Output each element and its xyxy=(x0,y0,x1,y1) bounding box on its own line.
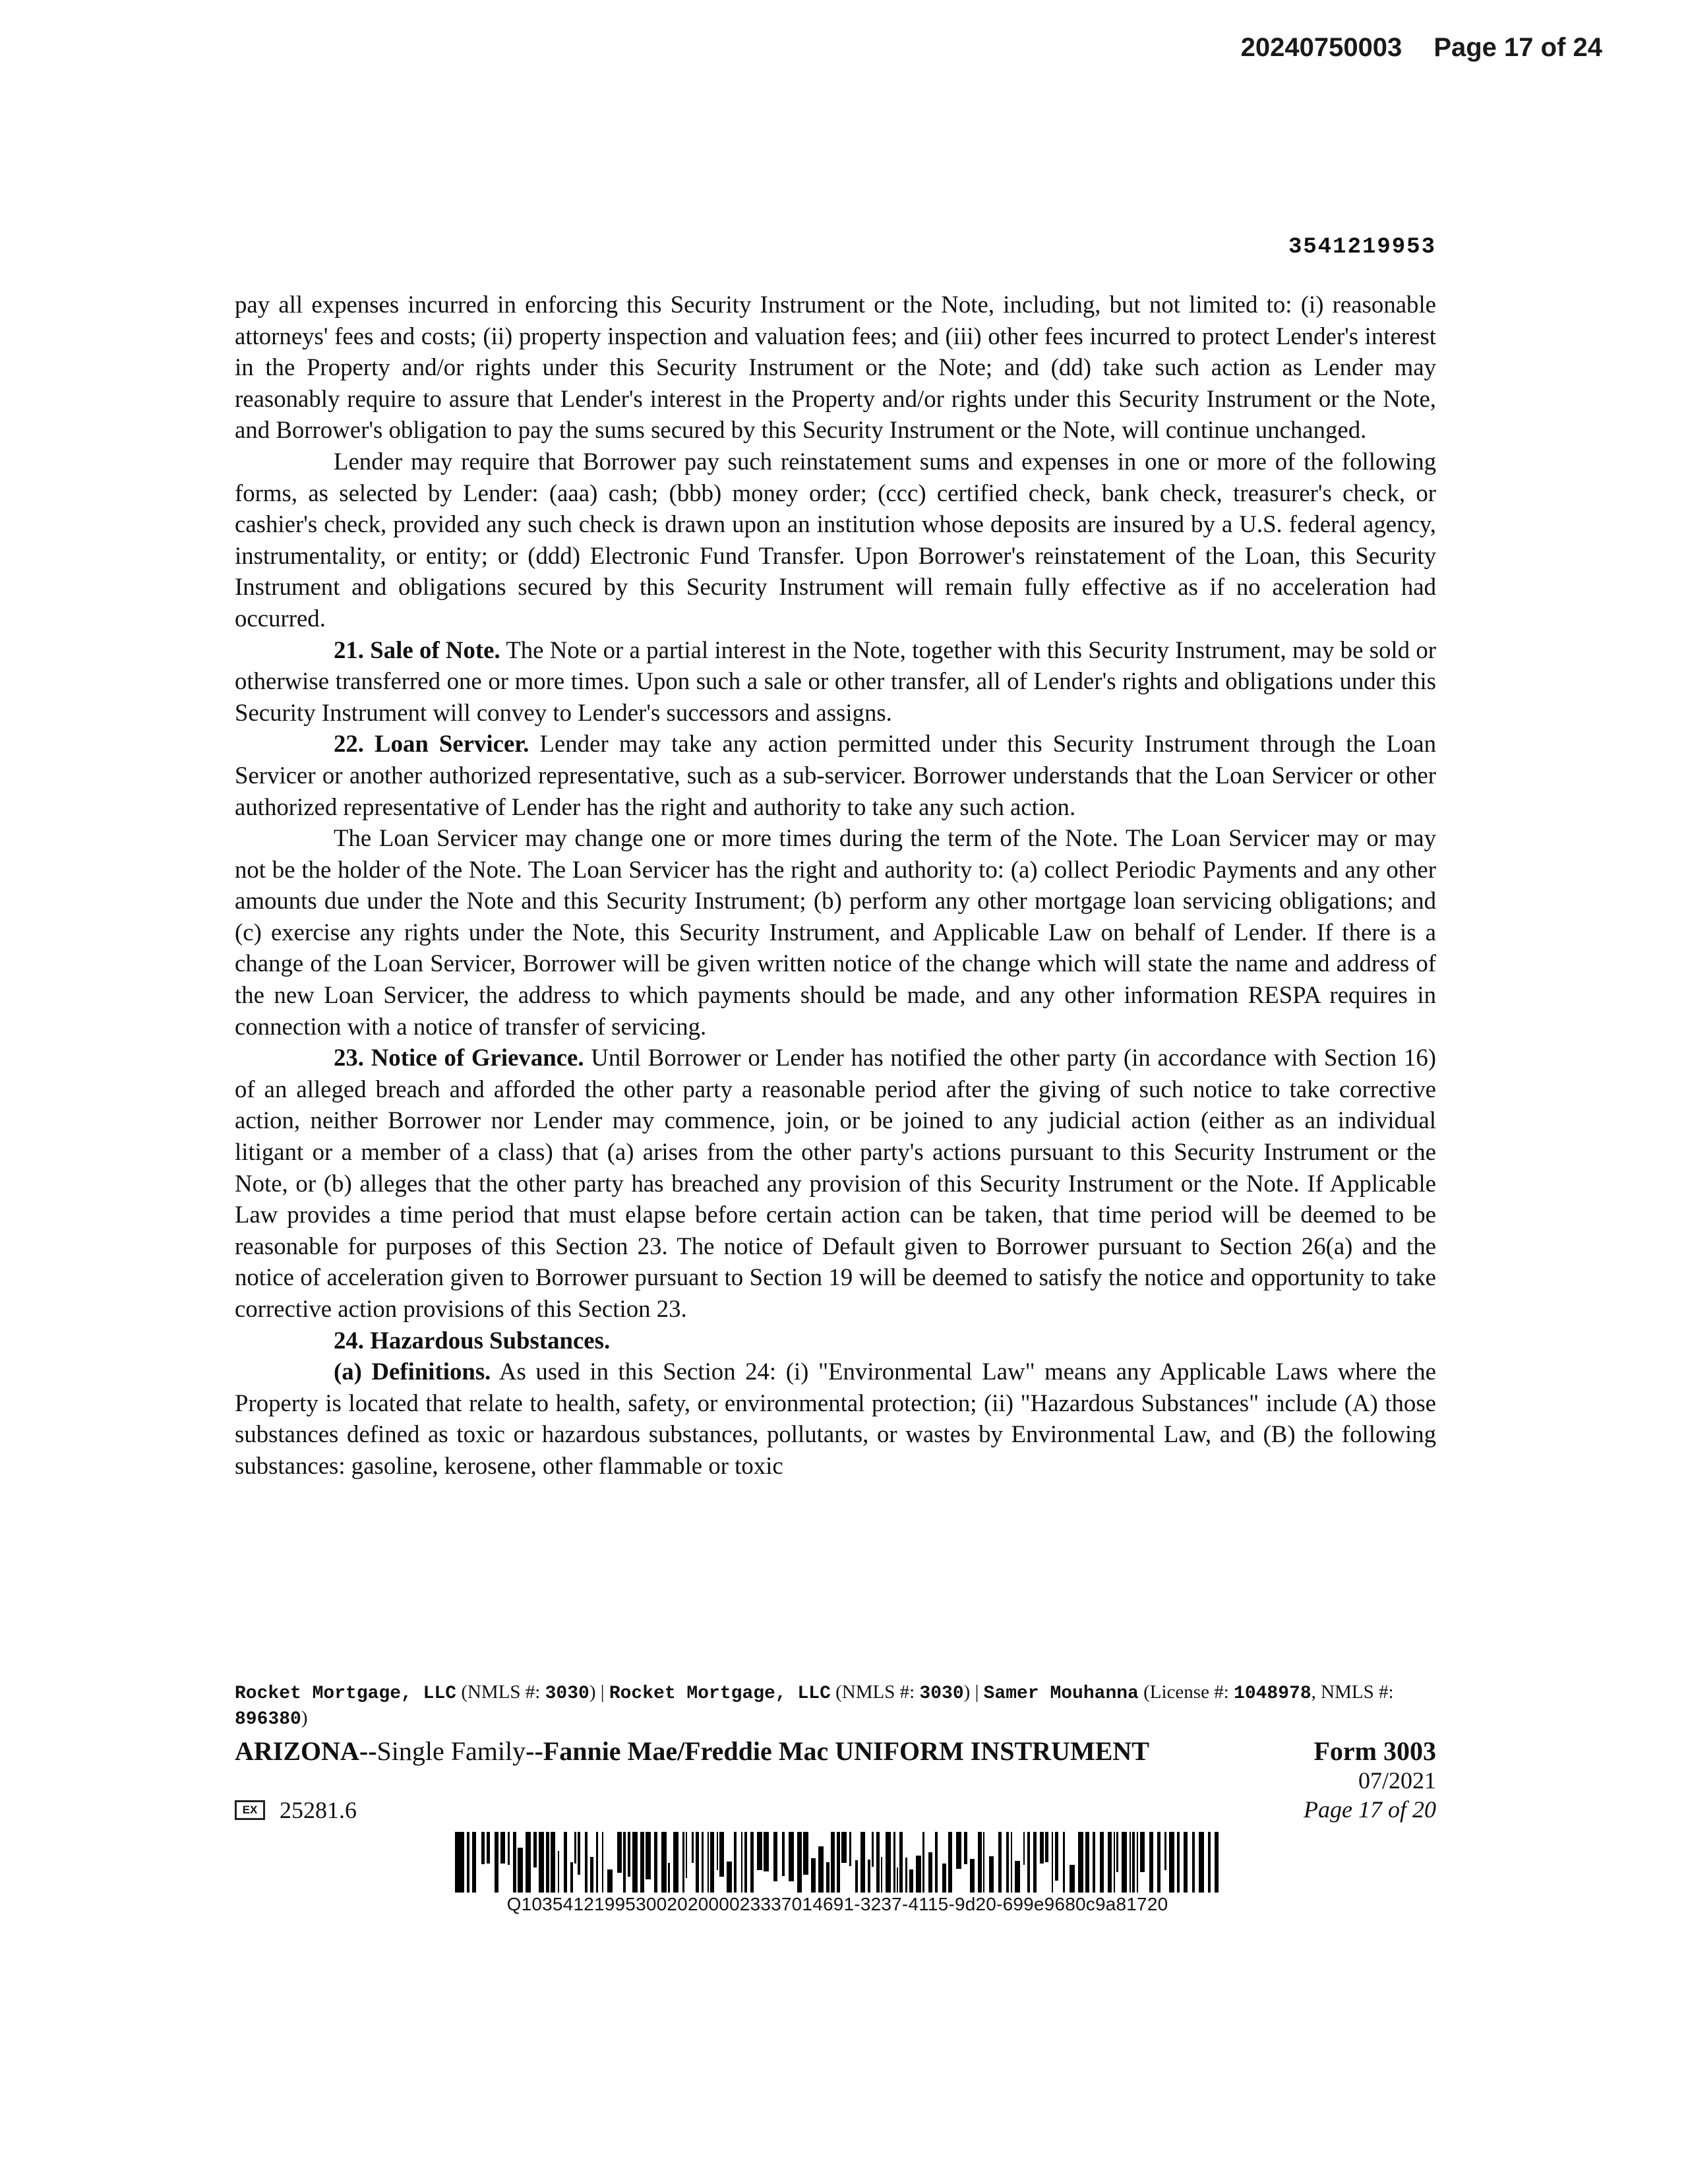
section-23-text: Until Borrower or Lender has notified the other party (in accordance with Section 16) of an alleged breach and afforded the other party a reasonable period after the giving of such notice to take corrective action, neither Borrower nor Lender may commence, join, or be joined to any judicial action (either as an individual litigant or a member of a class) that (a) arises from the other party's actions pursuant to this Security Instrument or the Note, or (b) alleges that the other party has breached any provision of this Security Instrument or the Note. If Applicable Law provides a time period that must elapse before certain action can be taken, that time period will be deemed to be reasonable for purposes of this Section 23. The notice of Default given to Borrower pursuant to Section 26(a) and the notice of acceleration given to Borrower pursuant to Section 19 will be deemed to satisfy the notice and opportunity to take corrective action provisions of this Section 23. xyxy=(235,1044,1436,1322)
document-body xyxy=(235,289,1436,1482)
form-title: ARIZONA--Single Family--Fannie Mae/Freddie Mac UNIFORM INSTRUMENT xyxy=(235,1736,1149,1766)
section-21-text: The Note or a partial interest in the Note, together with this Security Instrument, may be sold or otherwise transferred one or more times. Upon such a sale or other transfer, all of Lender's rights and obligations under this Security Instrument will convey to Lender's successors and assigns. xyxy=(235,636,1436,726)
form-meta-line xyxy=(235,1766,1436,1824)
form-meta xyxy=(1304,1766,1436,1824)
servicer-name: Rocket Mortgage, LLC xyxy=(609,1684,831,1704)
loan-number: 3541219953 xyxy=(1288,235,1436,260)
ex-logo-icon: EX xyxy=(235,1800,265,1820)
page-footer xyxy=(235,1680,1436,1824)
doc-code-group xyxy=(235,1796,357,1824)
form-title-line xyxy=(235,1737,1436,1766)
doc-code: 25281.6 xyxy=(280,1797,357,1823)
section-23 xyxy=(235,1042,1436,1324)
section-24a-heading: (a) Definitions. xyxy=(334,1358,491,1385)
section-24a-text: As used in this Section 24: (i) "Environmental Law" means any Applicable Laws where the Property is located that relate to health, safety, or environmental protection; (ii) "Hazardous Substances" include (A) those substances defined as toxic or hazardous substances, pollutants, or wastes by Environmental Law, and (B) the following substances: gasoline, kerosene, other flammable or toxic xyxy=(235,1358,1436,1479)
recording-header xyxy=(1241,33,1602,63)
section-22-text: Lender may take any action permitted under this Security Instrument through the Loan Servicer or another authorized representative, such as a sub-servicer. Borrower understands that the Loan Servicer or other authorized representative of Lender has the right and authority to take any such action. xyxy=(235,730,1436,820)
form-page: Page 17 of 20 xyxy=(1304,1796,1436,1823)
barcode-text: Q10354121995300202000023337014691-3237-4115-9d20-699e9680c9a81720 xyxy=(506,1894,1168,1914)
section-21 xyxy=(235,634,1436,729)
lender-name: Rocket Mortgage, LLC xyxy=(235,1684,457,1704)
form-number: Form 3003 xyxy=(1313,1736,1436,1766)
servicer-nmls: 3030 xyxy=(919,1684,964,1704)
section-24a xyxy=(235,1356,1436,1481)
originator-name: Samer Mouhanna xyxy=(983,1684,1139,1704)
lender-line: Rocket Mortgage, LLC (NMLS #: 3030) | Rocket Mortgage, LLC (NMLS #: 3030) | Samer Mouhanna (License #: 1048978, NMLS #: 896380) xyxy=(235,1682,1394,1730)
paragraph-loan-servicer: The Loan Servicer may change one or more times during the term of the Note. The Loan Servicer may or may not be the holder of the Note. The Loan Servicer has the right and authority to: (a) collect Periodic Payments and any other amounts due under the Note and this Security Instrument; (b) perform any other mortgage loan servicing obligations; and (c) exercise any rights under the Note, this Security Instrument, and Applicable Law on behalf of Lender. If there is a change of the Loan Servicer, Borrower will be given written notice of the change which will state the name and address of the new Loan Servicer, the address to which payments should be made, and any other information RESPA requires in connection with a notice of transfer of servicing. xyxy=(235,824,1436,1040)
originator-nmls: 896380 xyxy=(235,1709,301,1730)
paragraph-reinstatement-forms: Lender may require that Borrower pay such reinstatement sums and expenses in one or more of the following forms, as selected by Lender: (aaa) cash; (bbb) money order; (ccc) certified check, bank check, treasurer's check, or cashier's check, provided any such check is drawn upon an institution whose deposits are insured by a U.S. federal agency, instrumentality, or entity; or (ddd) Electronic Fund Transfer. Upon Borrower's reinstatement of the Loan, this Security Instrument and obligations secured by this Security Instrument will remain fully effective as if no acceleration had occurred. xyxy=(235,447,1436,632)
lender-nmls: 3030 xyxy=(545,1684,589,1704)
section-21-heading: 21. Sale of Note. xyxy=(334,636,500,663)
section-23-heading: 23. Notice of Grievance. xyxy=(334,1044,584,1072)
section-22-heading: 22. Loan Servicer. xyxy=(334,730,529,758)
recording-number: 20240750003 xyxy=(1240,33,1402,62)
section-24-heading: 24. Hazardous Substances. xyxy=(334,1326,611,1354)
barcode-image xyxy=(455,1832,1220,1893)
form-date: 07/2021 xyxy=(1358,1767,1436,1794)
page-label: Page 17 of 24 xyxy=(1433,33,1602,62)
section-24 xyxy=(235,1325,1436,1356)
originator-license: 1048978 xyxy=(1234,1684,1311,1704)
section-22 xyxy=(235,728,1436,822)
paragraph-expenses: pay all expenses incurred in enforcing this Security Instrument or the Note, including, but not limited to: (i) reasonable attorneys' fees and costs; (ii) property inspection and valuation fees; and (iii) other fees incurred to protect Lender's interest in the Property and/or rights under this Security Instrument or the Note; and (dd) take such action as Lender may reasonably require to assure that Lender's interest in the Property and/or rights under this Security Instrument or the Note, and Borrower's obligation to pay the sums secured by this Security Instrument or the Note, will continue unchanged. xyxy=(235,291,1436,444)
